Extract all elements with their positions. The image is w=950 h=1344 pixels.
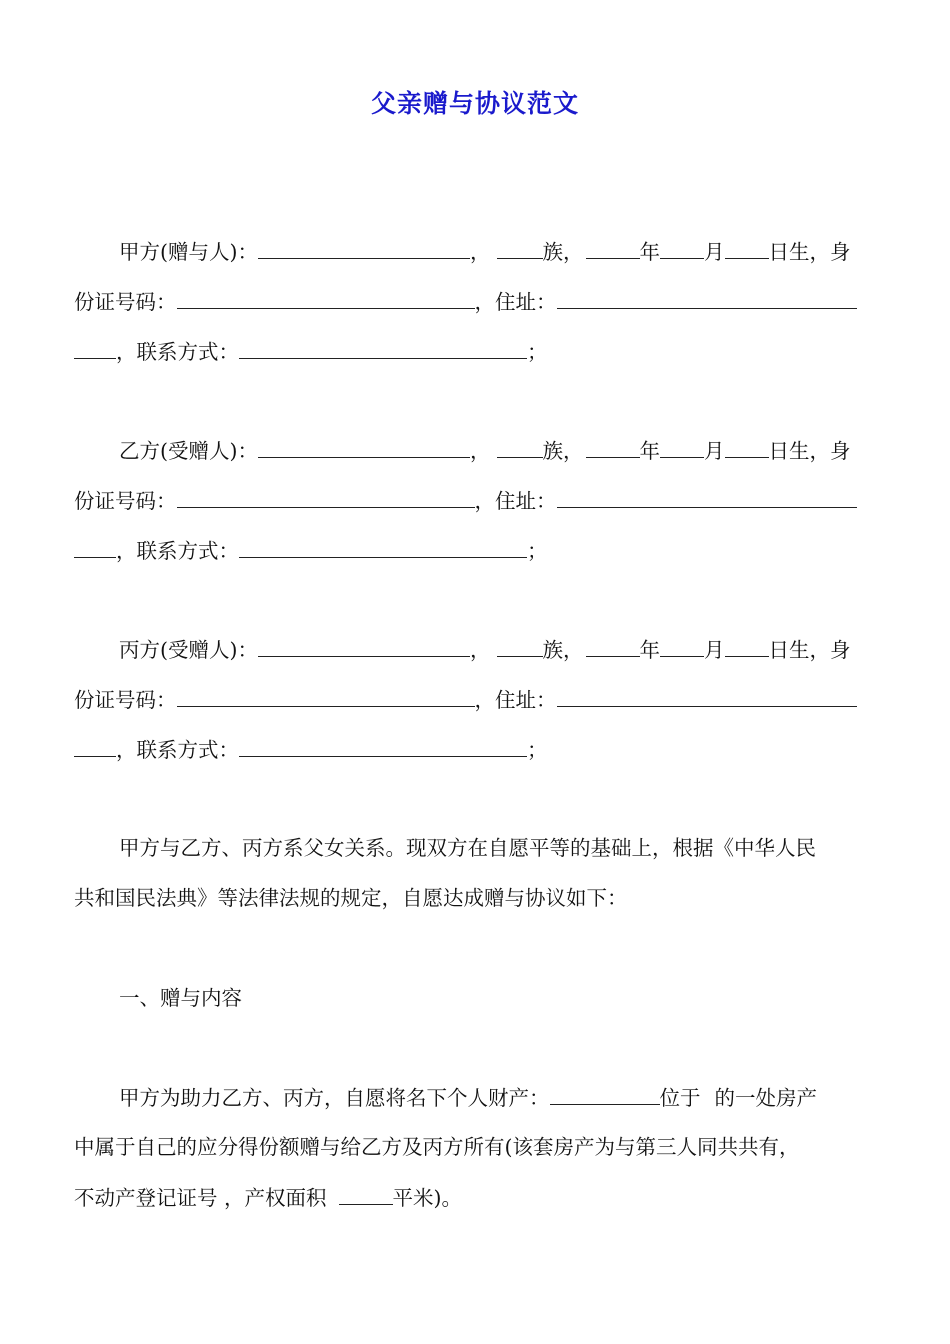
party-c-line-3: ，联系方式： ；	[74, 734, 878, 765]
party-a-id-label: 份证号码：	[74, 290, 177, 314]
document-title: 父亲赠与协议范文	[370, 89, 579, 118]
party-c-address-blank[interactable]	[557, 684, 857, 707]
party-a-contact-label: ，联系方式：	[116, 340, 239, 364]
party-a-id-blank[interactable]	[177, 286, 475, 309]
party-b-name-blank[interactable]	[258, 435, 470, 458]
party-b-line-1: 乙方(受赠人)： ， 族， 年 月 日生，身	[74, 435, 878, 466]
section-heading-gift-content: 一、赠与内容	[119, 986, 242, 1010]
party-a-contact-blank[interactable]	[239, 336, 527, 359]
paragraph-gift-line-3: 不动产登记证号 ，产权面积 平米)。	[74, 1182, 878, 1213]
paragraph-gift-line-2: 中属于自己的应分得份额赠与给乙方及丙方所有(该套房产为与第三人同共共有，	[74, 1135, 800, 1159]
party-c-address-label: ，住址：	[474, 688, 557, 712]
party-a-day-blank[interactable]	[725, 236, 769, 259]
party-a-line-3: ，联系方式： ；	[74, 336, 878, 367]
party-b-address-blank-cont[interactable]	[74, 535, 116, 558]
party-a-label: 甲方(赠与人)：	[119, 240, 258, 264]
party-b-address-label: ，住址：	[474, 489, 557, 513]
paragraph-gift-line-1: 甲方为助力乙方、丙方，自愿将名下个人财产： 位于 的一处房产	[74, 1082, 878, 1113]
party-c-label: 丙方(受赠人)：	[119, 638, 258, 662]
paragraph-relationship-line-1: 甲方与乙方、丙方系父女关系。现双方在自愿平等的基础上，根据《中华人民	[119, 836, 816, 860]
party-c-contact-blank[interactable]	[239, 734, 527, 757]
party-a-address-label: ，住址：	[474, 290, 557, 314]
party-c-id-blank[interactable]	[177, 684, 475, 707]
party-b-id-blank[interactable]	[177, 485, 475, 508]
party-a-address-blank-cont[interactable]	[74, 336, 116, 359]
party-c-contact-label: ，联系方式：	[116, 738, 239, 762]
party-c-id-label: 份证号码：	[74, 688, 177, 712]
party-a-address-blank[interactable]	[557, 286, 857, 309]
party-a-month-blank[interactable]	[660, 236, 704, 259]
party-b-address-blank[interactable]	[557, 485, 857, 508]
party-b-line-3: ，联系方式： ；	[74, 535, 878, 566]
party-b-month-blank[interactable]	[660, 435, 704, 458]
paragraph-relationship-line-2: 共和国民法典》等法律法规的规定，自愿达成赠与协议如下：	[74, 886, 628, 910]
party-b-day-blank[interactable]	[725, 435, 769, 458]
party-b-line-2	[74, 485, 878, 516]
party-b-id-label: 份证号码：	[74, 489, 177, 513]
party-c-line-2	[74, 684, 878, 715]
party-b-contact-blank[interactable]	[239, 535, 527, 558]
party-c-day-blank[interactable]	[725, 634, 769, 657]
party-c-line-1: 丙方(受赠人)： ， 族， 年 月 日生，身	[74, 634, 878, 665]
party-c-month-blank[interactable]	[660, 634, 704, 657]
party-c-name-blank[interactable]	[258, 634, 470, 657]
party-b-label: 乙方(受赠人)：	[119, 439, 258, 463]
property-blank[interactable]	[550, 1082, 660, 1105]
party-a-line-2	[74, 286, 878, 317]
party-a-ethnic-blank[interactable]	[497, 236, 543, 259]
party-b-contact-label: ，联系方式：	[116, 539, 239, 563]
party-c-year-blank[interactable]	[586, 634, 640, 657]
party-a-name-blank[interactable]	[258, 236, 470, 259]
party-b-ethnic-blank[interactable]	[497, 435, 543, 458]
party-c-ethnic-blank[interactable]	[497, 634, 543, 657]
party-a-year-blank[interactable]	[586, 236, 640, 259]
party-c-address-blank-cont[interactable]	[74, 734, 116, 757]
area-blank[interactable]	[339, 1182, 393, 1205]
party-b-year-blank[interactable]	[586, 435, 640, 458]
party-a-line-1: 甲方(赠与人)： ， 族， 年 月 日生，身	[74, 236, 878, 267]
